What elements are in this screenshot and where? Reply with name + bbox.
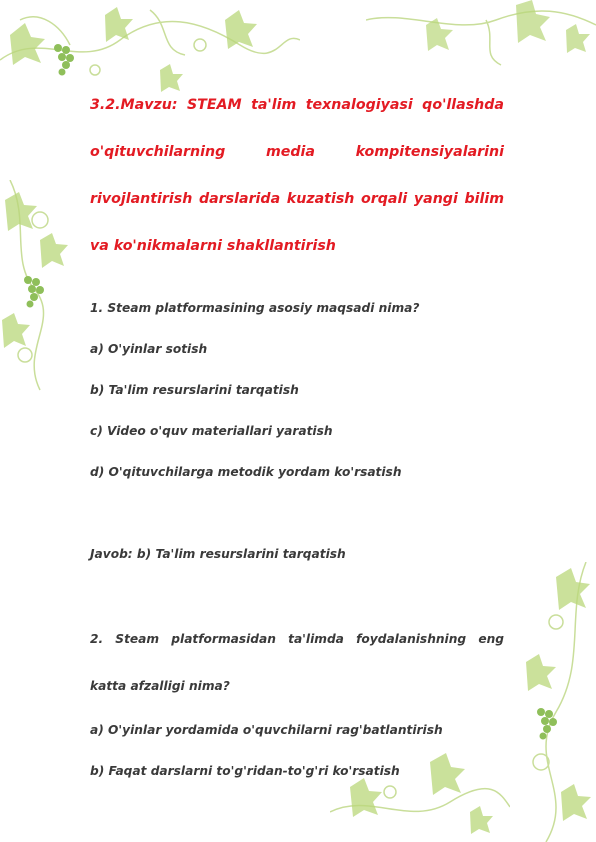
option-b: b) Ta'lim resurslarini tarqatish bbox=[90, 383, 299, 397]
grape-vine-left-decoration bbox=[0, 180, 85, 400]
question-block-1 bbox=[90, 288, 504, 575]
option-b: b) Faqat darslarni to'g'ridan-to'g'ri ko'rsatish bbox=[90, 764, 400, 778]
option-a: a) O'yinlar sotish bbox=[90, 342, 208, 356]
option-d: d) O'qituvchilarga metodik yordam ko'rsatish bbox=[90, 465, 402, 479]
answer-text: Javob: b) Ta'lim resurslarini tarqatish bbox=[90, 547, 346, 561]
document-body bbox=[90, 82, 504, 792]
topic-title: 3.2.Mavzu: STEAM ta'lim texnalogiyasi qo'llashda o'qituvchilarning media kompitensiyalarini rivojlantirish darslarida kuzatish orqali yangi bilim va ko'nikmalarni shakllantirish bbox=[90, 97, 504, 254]
option-a: a) O'yinlar yordamida o'quvchilarni rag'batlantirish bbox=[90, 723, 443, 737]
option-c: c) Video o'quv materiallari yaratish bbox=[90, 424, 333, 438]
question-text: 1. Steam platformasining asosiy maqsadi nima? bbox=[90, 301, 420, 315]
question-text: 2. Steam platformasidan ta'limda foydalanishning eng katta afzalligi nima? bbox=[90, 632, 504, 693]
question-block-2 bbox=[90, 616, 504, 792]
grape-vine-top-right-decoration bbox=[366, 0, 596, 90]
